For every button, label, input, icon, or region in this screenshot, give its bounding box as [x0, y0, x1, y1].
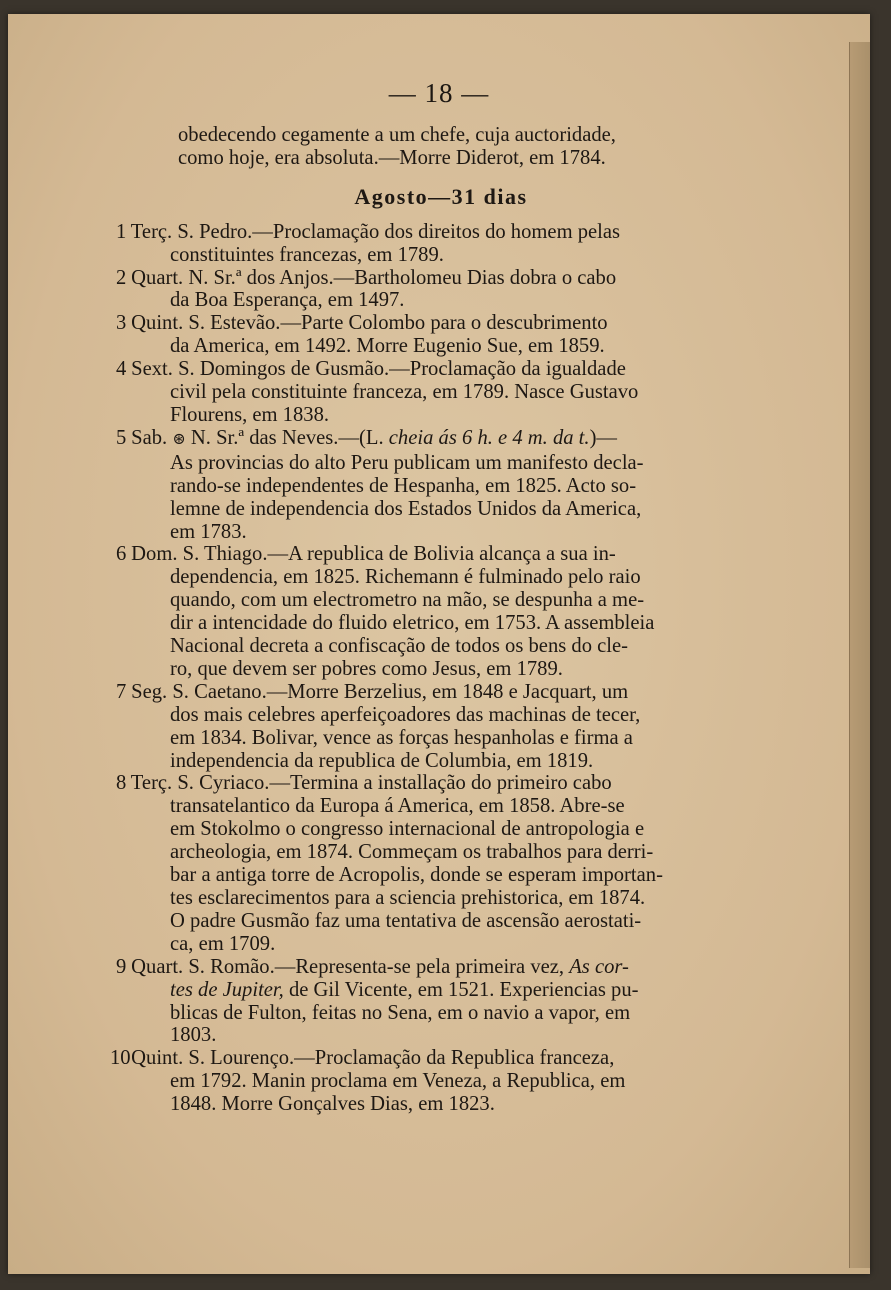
entry-number: 7 [116, 680, 127, 703]
entry-text: Dom. S. Thiago.—A republica de Bolivia alcança a sua in- [131, 543, 616, 566]
entry-first-line [110, 1047, 766, 1070]
entry-text: Sab. [131, 426, 168, 449]
calendar-entry-4 [116, 358, 766, 427]
calendar-entry-1 [116, 221, 766, 267]
play-title: As cor- [569, 955, 629, 978]
entry-line: em Stokolmo o congresso internacional de antropologia e [170, 818, 645, 841]
entry-line: tes esclarecimentos para a sciencia prehistorica, em 1874. [170, 887, 646, 909]
entry-number: 2 [116, 266, 127, 289]
calendar-entry-8 [116, 772, 766, 955]
entry-line: da Boa Esperança, em 1497. [170, 289, 405, 312]
entry-text: Quint. S. Estevão.—Parte Colombo para o descubrimento [131, 312, 608, 335]
entry-first-line [116, 267, 766, 290]
entry-line: bar a antiga torre de Acropolis, donde se esperam importan- [170, 864, 663, 887]
entry-line: blicas de Fulton, feitas no Sena, em o navio a vapor, em [170, 1001, 631, 1024]
entry-line: civil pela constituinte franceza, em 1789. Nasce Gustavo [170, 381, 639, 404]
entry-line: independencia da republica de Columbia, em 1819. [170, 749, 594, 772]
entry-number: 8 [116, 772, 127, 795]
entry-number: 5 [116, 426, 127, 449]
page-edge [849, 42, 870, 1268]
intro-line: como hoje, era absoluta.—Morre Diderot, em 1784. [178, 146, 606, 169]
entry-line: quando, com um electrometro na mão, se despunha a me- [170, 589, 645, 612]
entry-line: dir a intencidade do fluido eletrico, em 1753. A assembleia [170, 612, 655, 635]
entry-line [116, 979, 766, 1002]
entry-number: 1 [116, 220, 127, 243]
calendar-entry-2 [116, 267, 766, 313]
entry-text: Terç. S. Pedro.—Proclamação dos direitos do homem pelas [130, 220, 621, 243]
entry-text: Seg. S. Caetano.—Morre Berzelius, em 1848 e Jacquart, um [131, 680, 629, 703]
entry-number: 6 [116, 543, 127, 566]
entry-line: O padre Gusmão faz uma tentativa de ascensão aerostati- [170, 909, 642, 932]
calendar-entry-3 [116, 312, 766, 358]
entry-text: )— [589, 426, 618, 449]
entry-text: Quart. S. Romão.—Representa-se pela primeira vez, [131, 955, 565, 978]
entry-line: 1848. Morre Gonçalves Dias, em 1823. [170, 1093, 495, 1116]
entry-text: Quint. S. Lourenço.—Proclamação da Republica franceza, [131, 1047, 615, 1070]
entry-first-line [116, 681, 766, 704]
entry-line: ca, em 1709. [170, 932, 276, 955]
entry-line: dependencia, em 1825. Richemann é fulminado pelo raio [170, 566, 641, 589]
entry-line: archeologia, em 1874. Commeçam os trabalhos para derri- [170, 841, 654, 864]
entry-text: N. Sr.ª das Neves.—(L. [190, 426, 384, 449]
entry-first-line [116, 956, 766, 979]
entry-line: dos mais celebres aperfeiçoadores das machinas de tecer, [170, 703, 641, 726]
intro-line: obedecendo cegamente a um chefe, cuja auctoridade, [178, 124, 616, 146]
entry-first-line [116, 772, 766, 795]
entry-line: em 1792. Manin proclama em Veneza, a Republica, em [170, 1070, 626, 1093]
entry-line: rando-se independentes de Hespanha, em 1825. Acto so- [170, 474, 637, 497]
calendar-entry-9 [116, 956, 766, 1048]
entry-line: Flourens, em 1838. [170, 403, 330, 426]
entry-line: transatelantico da Europa á America, em 1858. Abre-se [170, 795, 625, 818]
entry-line: em 1783. [170, 520, 247, 543]
page-number: — 18 — [388, 78, 490, 108]
entry-line: ro, que devem ser pobres como Jesus, em 1789. [170, 657, 563, 680]
calendar-entry-10 [110, 1047, 766, 1116]
moon-phase-note: cheia ás 6 h. e 4 m. da t. [388, 426, 590, 449]
calendar-entry-5 [116, 427, 766, 544]
entry-number: 10 [110, 1047, 131, 1070]
play-title: tes de Jupiter, [170, 978, 284, 1001]
intro-paragraph [116, 124, 766, 170]
entry-first-line [116, 358, 766, 381]
entry-line: As provincias do alto Peru publicam um manifesto decla- [170, 451, 644, 474]
entry-text: Quart. N. Sr.ª dos Anjos.—Bartholomeu Dias dobra o cabo [131, 266, 617, 289]
entry-first-line [116, 427, 766, 452]
entry-line: constituintes francezas, em 1789. [170, 243, 444, 266]
entry-number: 3 [116, 312, 127, 335]
entry-line: em 1834. Bolivar, vence as forças hespanholas e firma a [170, 726, 633, 749]
full-moon-icon: ⊛ [172, 430, 186, 448]
entry-first-line [116, 543, 766, 566]
page-text [110, 124, 766, 1116]
entry-first-line [116, 312, 766, 335]
book-page [8, 14, 870, 1274]
month-title: Agosto—31 dias [354, 183, 528, 209]
calendar-entry-6 [116, 543, 766, 680]
entry-number: 4 [116, 358, 127, 381]
entry-first-line [116, 221, 766, 244]
entry-line: 1803. [170, 1024, 217, 1047]
entry-line: da America, em 1492. Morre Eugenio Sue, em 1859. [170, 335, 605, 358]
entry-number: 9 [116, 955, 127, 978]
entry-text: de Gil Vicente, em 1521. Experiencias pu- [288, 978, 639, 1001]
entry-text: Sext. S. Domingos de Gusmão.—Proclamação da igualdade [131, 358, 626, 381]
calendar-entry-7 [116, 681, 766, 773]
entry-line: Nacional decreta a confiscação de todos os bens do cle- [170, 635, 629, 658]
entry-line: lemne de independencia dos Estados Unidos da America, [170, 497, 642, 520]
entry-text: Terç. S. Cyriaco.—Termina a installação do primeiro cabo [130, 772, 612, 795]
